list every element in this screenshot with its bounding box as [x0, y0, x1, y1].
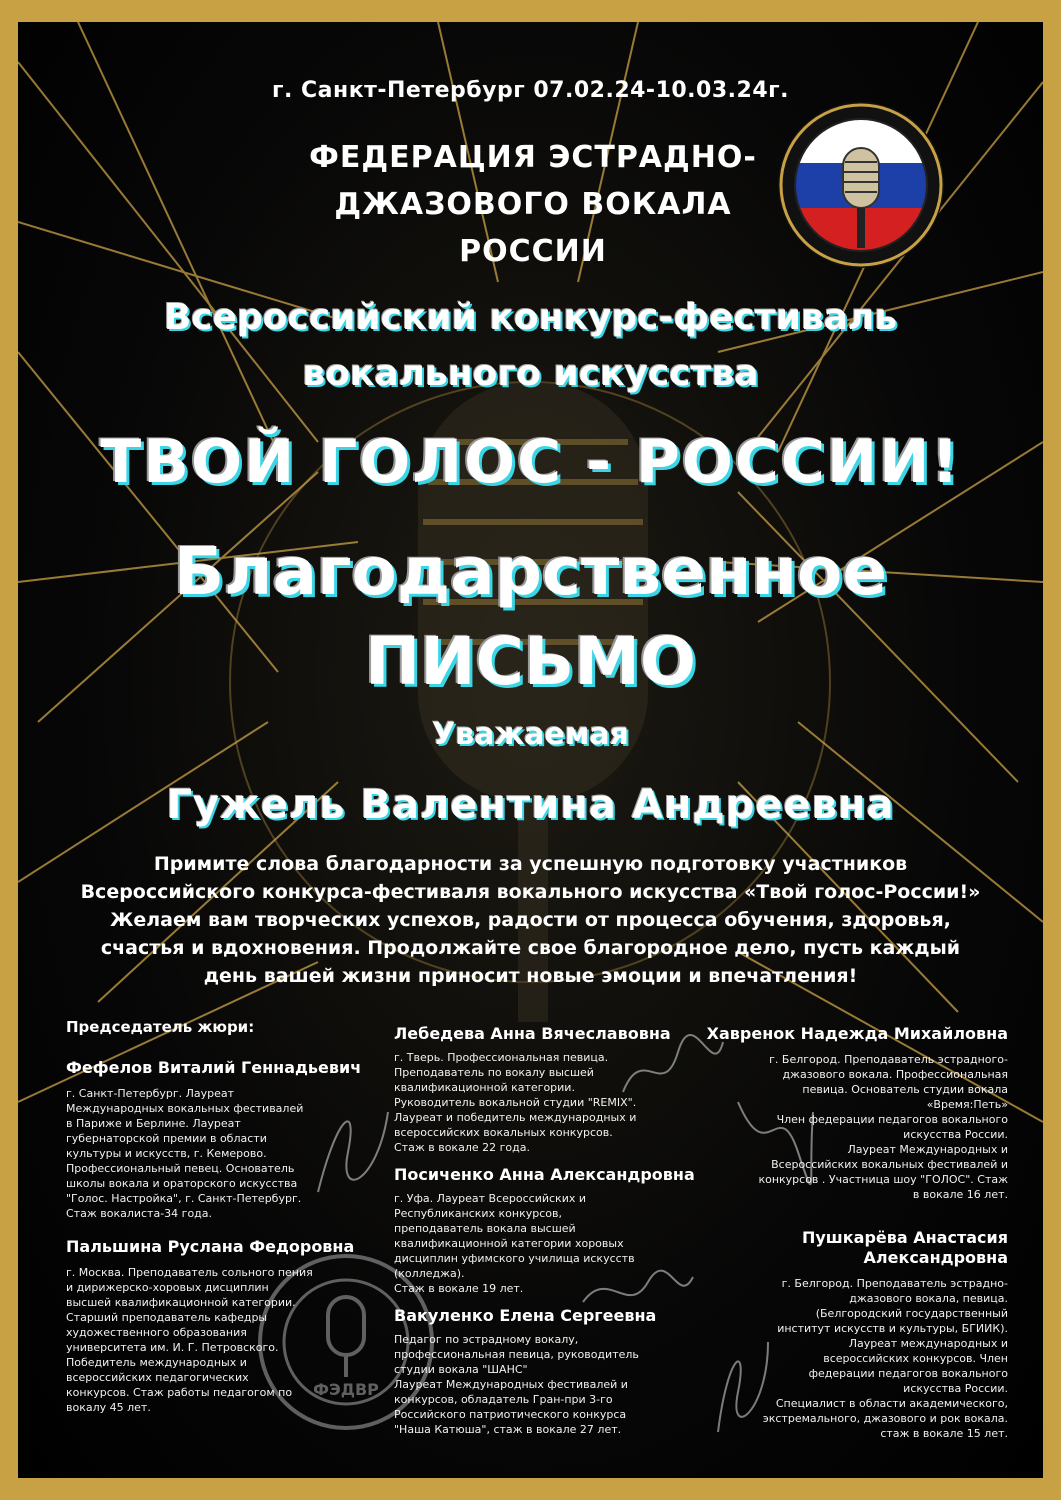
salutation: Уважаемая [432, 717, 629, 752]
jury-member-name: Хавренок Надежда Михайловна [706, 1024, 1008, 1043]
jury-member-name: Фефелов Виталий Геннадьевич [66, 1058, 362, 1077]
date-location-line: г. Санкт-Петербург 07.02.24-10.03.24г. [272, 78, 789, 103]
letter-title: Благодарственное ПИСЬМО [173, 533, 888, 700]
jury-column-right [698, 1024, 1008, 1441]
jury-member-name: Пушкарёва Анастасия Александровна [801, 1228, 1008, 1267]
gratitude-text: Примите слова благодарности за успешную подготовку участников Всероссийского конкурса-фестиваля вокального искусства «Твой голос-России!» Желаем вам творческих успехов, радости от процесса обучения, здоровья, счастья и вдохновения. Продолжайте свое благородное дело, пусть каждый день вашей жизни приносит новые эмоции и впечатления! [80, 853, 981, 987]
jury-member-name: Посиченко Анна Александровна [394, 1165, 695, 1184]
jury-member-bio: г. Белгород. Преподаватель эстрадно- джазового вокала, певица. (Белгородский государственный институт искусств и культуры, БГИИК). Лауреат международных и всероссийских конкурсов. Член федерации педагогов вокального искусства России. Специалист в области академического, экстремального, джазового и рок вокала. стаж в вокале 15 лет. [762, 1277, 1008, 1440]
jury-member-name: Лебедева Анна Вячеславовна [394, 1024, 671, 1043]
certificate-background [18, 22, 1043, 1478]
jury-chair-heading: Председатель жюри: [66, 1018, 255, 1036]
jury-member-name: Пальшина Руслана Федоровна [66, 1237, 355, 1256]
jury-column-left [66, 1018, 376, 1415]
jury-member-bio: г. Белгород. Преподаватель эстрадного- джазового вокала. Профессиональная певица. Основатель студии вокала «Время:Петь» Член федерации педагогов вокального искусства России. Лауреат Международных и Всероссийских вокальных фестивалей и конкурсов . Участница шоу "ГОЛОС". Стаж в вокале 16 лет. [758, 1053, 1008, 1201]
jury-member-bio: г. Уфа. Лауреат Всероссийских и Республиканских конкурсов, преподаватель вокала высшей квалификационной категории хоровых дисциплин уфимского училища искусств (колледжа). Стаж в вокале 19 лет. [394, 1192, 635, 1295]
svg-text:ФЭДВР: ФЭДВР [313, 1380, 379, 1399]
contest-slogan: ТВОЙ ГОЛОС - РОССИИ! [100, 427, 961, 497]
jury-member-bio: г. Санкт-Петербург. Лауреат Международных вокальных фестивалей в Париже и Берлине. Лауреат губернаторской премии в области культуры и искусств, г. Кемерово. Профессиональный певец. Основатель школы вокала и ораторского искусства "Голос. Настройка", г. Санкт-Петербург. Стаж вокалиста-34 года. [66, 1087, 304, 1220]
jury-member-name: Вакуленко Елена Сергеевна [394, 1306, 657, 1325]
federation-name: ФЕДЕРАЦИЯ ЭСТРАДНО- ДЖАЗОВОГО ВОКАЛА РОССИИ [309, 140, 757, 269]
recipient-name: Гужель Валентина Андреевна [166, 782, 895, 828]
jury-member-bio: г. Москва. Преподаватель сольного пения и дирижерско-хоровых дисциплин высшей квалификационной категории. Старший преподаватель кафедры художественного образования университета им. И. Г. Петровского. Победитель международных и всероссийских педагогических конкурсов. Стаж работы педагогом по вокалу 45 лет. [66, 1266, 313, 1414]
jury-member-bio: г. Тверь. Профессиональная певица. Преподаватель по вокалу высшей квалификационной категории. Руководитель вокальной студии "REMIX". Лауреат и победитель международных и всероссийских вокальных конкурсов. Стаж в вокале 22 года. [394, 1051, 637, 1154]
contest-title: Всероссийский конкурс-фестиваль вокального искусства [163, 297, 898, 394]
jury-member-bio: Педагог по эстрадному вокалу, профессиональная певица, руководитель студии вокала "ШАНС" Лауреат Международных фестивалей и конкурсов, обладатель Гран-при 3-го Российского патриотического конкурса "Наша Катюша", стаж в вокале 27 лет. [394, 1333, 639, 1436]
jury-column-middle [394, 1024, 704, 1437]
